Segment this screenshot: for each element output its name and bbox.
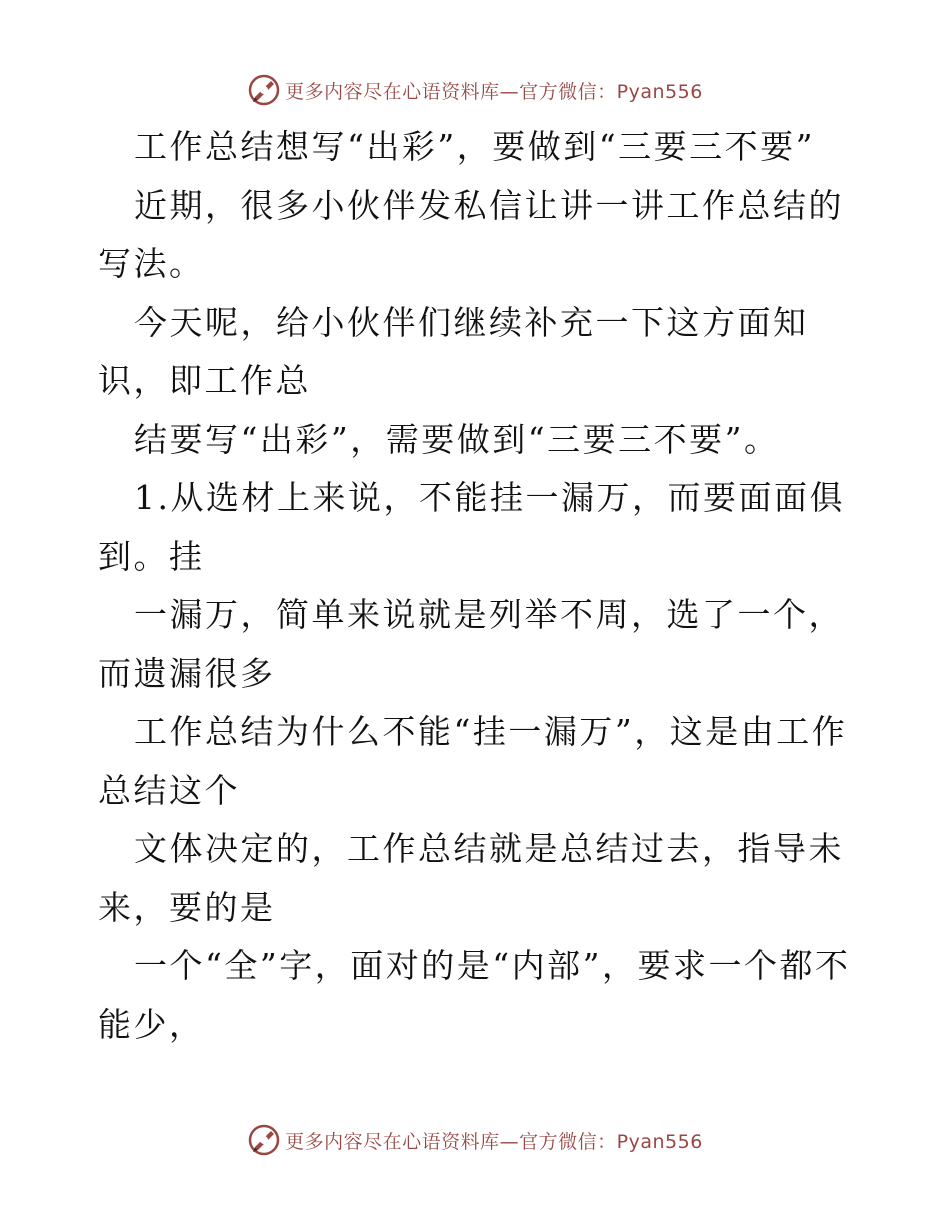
- paragraph: 结要写“出彩”，需要做到“三要三不要”。: [134, 419, 780, 459]
- document-body: [98, 118, 858, 1054]
- pen-seal-icon: [247, 1123, 281, 1157]
- paragraph: 一个“全”字，面对的是“内部”，要求一个都不能少，: [98, 946, 851, 1044]
- paragraph: 工作总结为什么不能“挂一漏万”，这是由工作总结这个: [98, 712, 848, 810]
- pen-seal-icon: [247, 73, 281, 107]
- paragraph: 近期，很多小伙伴发私信让讲一讲工作总结的写法。: [98, 185, 844, 283]
- paragraph: 一漏万，简单来说就是列举不周，选了一个，而遗漏很多: [98, 595, 844, 693]
- footer-watermark-text: 更多内容尽在心语资料库—官方微信：Pyan556: [285, 1130, 703, 1153]
- paragraph: 1.从选材上来说，不能挂一漏万，而要面面俱到。挂: [98, 478, 845, 576]
- footer-watermark: [0, 1122, 950, 1158]
- header-watermark: [0, 72, 950, 108]
- document-title: 工作总结想写“出彩”，要做到“三要三不要”: [134, 127, 815, 166]
- paragraph: 今天呢，给小伙伴们继续补充一下这方面知识，即工作总: [98, 302, 809, 400]
- header-watermark-text: 更多内容尽在心语资料库—官方微信：Pyan556: [285, 80, 703, 103]
- paragraph: 文体决定的，工作总结就是总结过去，指导未来，要的是: [98, 829, 844, 927]
